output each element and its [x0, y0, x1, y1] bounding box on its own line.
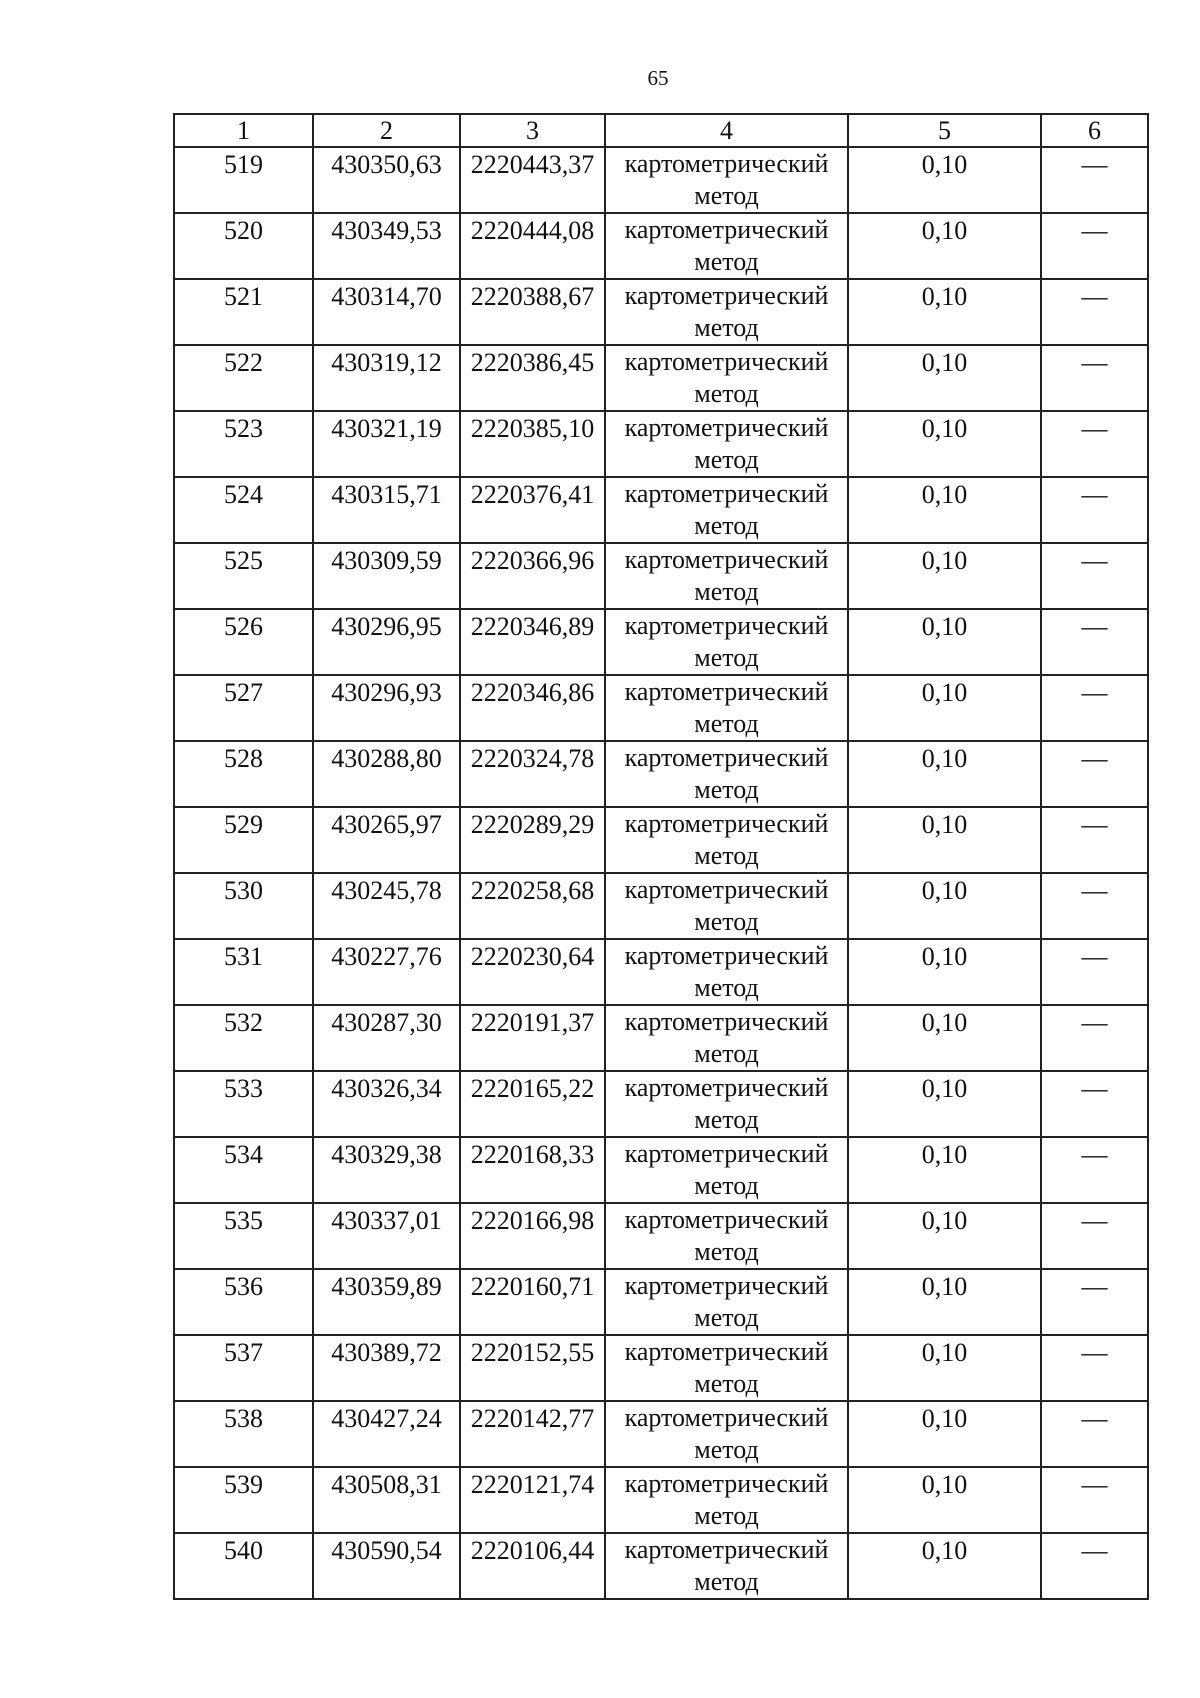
table-row: [174, 675, 1148, 741]
y-coordinate-cell: 2220388,67: [460, 279, 605, 345]
table-row: [174, 873, 1148, 939]
method-cell: картометрический метод: [605, 477, 848, 543]
y-coordinate-cell: 2220166,98: [460, 1203, 605, 1269]
accuracy-cell: 0,10: [848, 147, 1041, 213]
x-coordinate-cell: 430309,59: [313, 543, 460, 609]
note-cell: —: [1041, 609, 1148, 675]
x-coordinate-cell: 430359,89: [313, 1269, 460, 1335]
note-cell: —: [1041, 1269, 1148, 1335]
accuracy-cell: 0,10: [848, 213, 1041, 279]
accuracy-cell: 0,10: [848, 1137, 1041, 1203]
x-coordinate-cell: 430329,38: [313, 1137, 460, 1203]
y-coordinate-cell: 2220152,55: [460, 1335, 605, 1401]
accuracy-cell: 0,10: [848, 345, 1041, 411]
y-coordinate-cell: 2220385,10: [460, 411, 605, 477]
table-row: [174, 741, 1148, 807]
method-cell: картометрический метод: [605, 939, 848, 1005]
y-coordinate-cell: 2220444,08: [460, 213, 605, 279]
y-coordinate-cell: 2220346,86: [460, 675, 605, 741]
accuracy-cell: 0,10: [848, 1005, 1041, 1071]
accuracy-cell: 0,10: [848, 741, 1041, 807]
table-row: [174, 345, 1148, 411]
coordinates-table: [173, 113, 1149, 1600]
table-row: [174, 1533, 1148, 1599]
note-cell: —: [1041, 477, 1148, 543]
table-row: [174, 213, 1148, 279]
point-number-cell: 539: [174, 1467, 313, 1533]
method-cell: картометрический метод: [605, 807, 848, 873]
x-coordinate-cell: 430245,78: [313, 873, 460, 939]
note-cell: —: [1041, 1533, 1148, 1599]
y-coordinate-cell: 2220376,41: [460, 477, 605, 543]
x-coordinate-cell: 430321,19: [313, 411, 460, 477]
note-cell: —: [1041, 741, 1148, 807]
point-number-cell: 521: [174, 279, 313, 345]
accuracy-cell: 0,10: [848, 1269, 1041, 1335]
accuracy-cell: 0,10: [848, 279, 1041, 345]
table-row: [174, 1137, 1148, 1203]
column-header-2: 2: [313, 114, 460, 147]
y-coordinate-cell: 2220346,89: [460, 609, 605, 675]
note-cell: —: [1041, 213, 1148, 279]
point-number-cell: 530: [174, 873, 313, 939]
accuracy-cell: 0,10: [848, 939, 1041, 1005]
x-coordinate-cell: 430508,31: [313, 1467, 460, 1533]
table-row: [174, 1335, 1148, 1401]
y-coordinate-cell: 2220168,33: [460, 1137, 605, 1203]
note-cell: —: [1041, 1335, 1148, 1401]
accuracy-cell: 0,10: [848, 1335, 1041, 1401]
x-coordinate-cell: 430350,63: [313, 147, 460, 213]
table-header: [174, 114, 1148, 147]
accuracy-cell: 0,10: [848, 1401, 1041, 1467]
method-cell: картометрический метод: [605, 1467, 848, 1533]
method-cell: картометрический метод: [605, 1533, 848, 1599]
accuracy-cell: 0,10: [848, 1071, 1041, 1137]
method-cell: картометрический метод: [605, 873, 848, 939]
accuracy-cell: 0,10: [848, 873, 1041, 939]
y-coordinate-cell: 2220165,22: [460, 1071, 605, 1137]
y-coordinate-cell: 2220106,44: [460, 1533, 605, 1599]
table-row: [174, 1269, 1148, 1335]
x-coordinate-cell: 430326,34: [313, 1071, 460, 1137]
x-coordinate-cell: 430389,72: [313, 1335, 460, 1401]
method-cell: картометрический метод: [605, 609, 848, 675]
accuracy-cell: 0,10: [848, 609, 1041, 675]
table-row: [174, 1005, 1148, 1071]
table-row: [174, 1071, 1148, 1137]
point-number-cell: 524: [174, 477, 313, 543]
accuracy-cell: 0,10: [848, 477, 1041, 543]
method-cell: картометрический метод: [605, 1071, 848, 1137]
y-coordinate-cell: 2220191,37: [460, 1005, 605, 1071]
point-number-cell: 527: [174, 675, 313, 741]
x-coordinate-cell: 430296,93: [313, 675, 460, 741]
accuracy-cell: 0,10: [848, 543, 1041, 609]
table-row: [174, 279, 1148, 345]
method-cell: картометрический метод: [605, 1335, 848, 1401]
y-coordinate-cell: 2220289,29: [460, 807, 605, 873]
method-cell: картометрический метод: [605, 147, 848, 213]
point-number-cell: 520: [174, 213, 313, 279]
accuracy-cell: 0,10: [848, 807, 1041, 873]
accuracy-cell: 0,10: [848, 1533, 1041, 1599]
point-number-cell: 526: [174, 609, 313, 675]
table-row: [174, 1203, 1148, 1269]
y-coordinate-cell: 2220230,64: [460, 939, 605, 1005]
table-row: [174, 147, 1148, 213]
note-cell: —: [1041, 939, 1148, 1005]
header-row: [174, 114, 1148, 147]
x-coordinate-cell: 430319,12: [313, 345, 460, 411]
point-number-cell: 532: [174, 1005, 313, 1071]
point-number-cell: 535: [174, 1203, 313, 1269]
method-cell: картометрический метод: [605, 741, 848, 807]
note-cell: —: [1041, 345, 1148, 411]
point-number-cell: 536: [174, 1269, 313, 1335]
x-coordinate-cell: 430349,53: [313, 213, 460, 279]
x-coordinate-cell: 430265,97: [313, 807, 460, 873]
method-cell: картометрический метод: [605, 1401, 848, 1467]
y-coordinate-cell: 2220258,68: [460, 873, 605, 939]
note-cell: —: [1041, 279, 1148, 345]
point-number-cell: 533: [174, 1071, 313, 1137]
method-cell: картометрический метод: [605, 345, 848, 411]
method-cell: картометрический метод: [605, 543, 848, 609]
method-cell: картометрический метод: [605, 1137, 848, 1203]
method-cell: картометрический метод: [605, 1269, 848, 1335]
method-cell: картометрический метод: [605, 279, 848, 345]
note-cell: —: [1041, 411, 1148, 477]
point-number-cell: 534: [174, 1137, 313, 1203]
note-cell: —: [1041, 147, 1148, 213]
table-row: [174, 939, 1148, 1005]
table-row: [174, 1401, 1148, 1467]
column-header-6: 6: [1041, 114, 1148, 147]
point-number-cell: 519: [174, 147, 313, 213]
column-header-4: 4: [605, 114, 848, 147]
point-number-cell: 528: [174, 741, 313, 807]
note-cell: —: [1041, 1401, 1148, 1467]
x-coordinate-cell: 430590,54: [313, 1533, 460, 1599]
page-number: 65: [647, 66, 669, 90]
x-coordinate-cell: 430287,30: [313, 1005, 460, 1071]
point-number-cell: 523: [174, 411, 313, 477]
point-number-cell: 540: [174, 1533, 313, 1599]
method-cell: картометрический метод: [605, 411, 848, 477]
accuracy-cell: 0,10: [848, 675, 1041, 741]
note-cell: —: [1041, 675, 1148, 741]
x-coordinate-cell: 430337,01: [313, 1203, 460, 1269]
column-header-1: 1: [174, 114, 313, 147]
table-row: [174, 411, 1148, 477]
y-coordinate-cell: 2220324,78: [460, 741, 605, 807]
point-number-cell: 529: [174, 807, 313, 873]
point-number-cell: 537: [174, 1335, 313, 1401]
table-body: [174, 147, 1148, 1599]
method-cell: картометрический метод: [605, 213, 848, 279]
note-cell: —: [1041, 1467, 1148, 1533]
y-coordinate-cell: 2220386,45: [460, 345, 605, 411]
point-number-cell: 522: [174, 345, 313, 411]
note-cell: —: [1041, 1137, 1148, 1203]
accuracy-cell: 0,10: [848, 411, 1041, 477]
y-coordinate-cell: 2220366,96: [460, 543, 605, 609]
accuracy-cell: 0,10: [848, 1467, 1041, 1533]
point-number-cell: 538: [174, 1401, 313, 1467]
y-coordinate-cell: 2220121,74: [460, 1467, 605, 1533]
table-row: [174, 543, 1148, 609]
y-coordinate-cell: 2220443,37: [460, 147, 605, 213]
point-number-cell: 525: [174, 543, 313, 609]
x-coordinate-cell: 430296,95: [313, 609, 460, 675]
note-cell: —: [1041, 1203, 1148, 1269]
y-coordinate-cell: 2220142,77: [460, 1401, 605, 1467]
note-cell: —: [1041, 543, 1148, 609]
note-cell: —: [1041, 873, 1148, 939]
y-coordinate-cell: 2220160,71: [460, 1269, 605, 1335]
table-row: [174, 477, 1148, 543]
table-row: [174, 609, 1148, 675]
table-row: [174, 807, 1148, 873]
note-cell: —: [1041, 1005, 1148, 1071]
method-cell: картометрический метод: [605, 1203, 848, 1269]
column-header-5: 5: [848, 114, 1041, 147]
table-row: [174, 1467, 1148, 1533]
method-cell: картометрический метод: [605, 1005, 848, 1071]
x-coordinate-cell: 430288,80: [313, 741, 460, 807]
x-coordinate-cell: 430315,71: [313, 477, 460, 543]
column-header-3: 3: [460, 114, 605, 147]
x-coordinate-cell: 430227,76: [313, 939, 460, 1005]
x-coordinate-cell: 430314,70: [313, 279, 460, 345]
note-cell: —: [1041, 807, 1148, 873]
accuracy-cell: 0,10: [848, 1203, 1041, 1269]
method-cell: картометрический метод: [605, 675, 848, 741]
note-cell: —: [1041, 1071, 1148, 1137]
x-coordinate-cell: 430427,24: [313, 1401, 460, 1467]
point-number-cell: 531: [174, 939, 313, 1005]
